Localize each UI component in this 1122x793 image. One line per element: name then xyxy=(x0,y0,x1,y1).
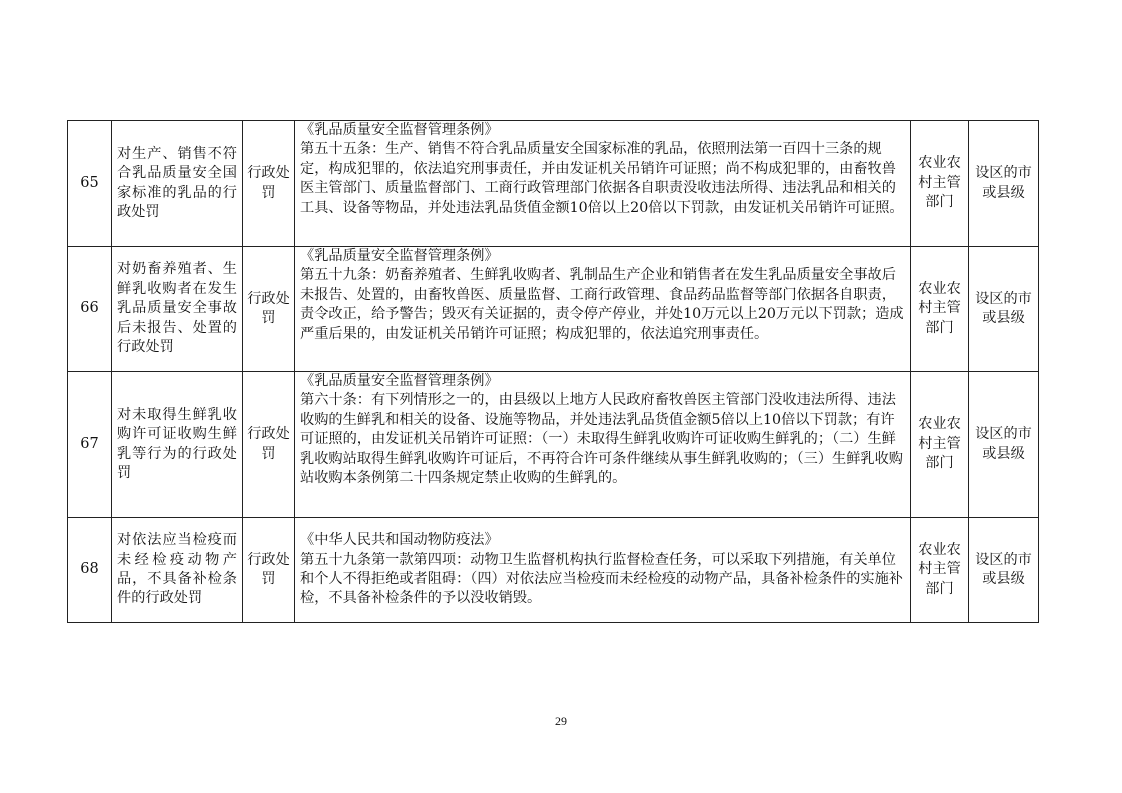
law-title: 《乳品质量安全监督管理条例》 xyxy=(300,373,499,389)
enforcement-level: 设区的市或县级 xyxy=(969,247,1039,372)
table-row-66 xyxy=(68,247,1039,372)
law-title: 《乳品质量安全监督管理条例》 xyxy=(300,122,499,138)
item-category: 行政处罚 xyxy=(243,372,295,518)
item-category: 行政处罚 xyxy=(243,247,295,372)
responsible-department: 农业农村主管部门 xyxy=(911,121,969,247)
row-number: 65 xyxy=(68,121,112,247)
row-number: 68 xyxy=(68,518,112,623)
responsible-department: 农业农村主管部门 xyxy=(911,247,969,372)
item-name: 对未取得生鲜乳收购许可证收购生鲜乳等行为的行政处罚 xyxy=(112,372,243,518)
responsible-department: 农业农村主管部门 xyxy=(911,518,969,623)
law-article: 第五十九条第一款第四项：动物卫生监督机构执行监督检查任务，可以采取下列措施，有关单位和个人不得拒绝或者阻碍：（四）对依法应当检疫而未经检疫的动物产品，具备补检条件的实施补检，不具备补检条件的予以没收销毁。 xyxy=(300,551,903,607)
item-name: 对奶畜养殖者、生鲜乳收购者在发生乳品质量安全事故后未报告、处置的行政处罚 xyxy=(112,247,243,372)
table-row-67 xyxy=(68,372,1039,518)
law-article: 第五十九条：奶畜养殖者、生鲜乳收购者、乳制品生产企业和销售者在发生乳品质量安全事故后未报告、处置的，由畜牧兽医、质量监督、工商行政管理、食品药品监督等部门依据各自职责，责令改正，给予警告；毁灭有关证据的，责令停产停业，并处10万元以上20万元以下罚款；造成严重后果的，由发证机关吊销许可证照；构成犯罪的，依法追究刑事责任。 xyxy=(300,267,904,342)
responsible-department: 农业农村主管部门 xyxy=(911,372,969,518)
legal-basis xyxy=(295,518,911,623)
enforcement-level: 设区的市或县级 xyxy=(969,518,1039,623)
item-category: 行政处罚 xyxy=(243,518,295,623)
enforcement-level: 设区的市或县级 xyxy=(969,372,1039,518)
enforcement-table xyxy=(67,120,1039,623)
table-row-68 xyxy=(68,518,1039,623)
item-name: 对生产、销售不符合乳品质量安全国家标准的乳品的行政处罚 xyxy=(112,121,243,247)
legal-basis xyxy=(295,247,911,372)
row-number: 67 xyxy=(68,372,112,518)
enforcement-level: 设区的市或县级 xyxy=(969,121,1039,247)
item-category: 行政处罚 xyxy=(243,121,295,247)
page-number: 29 xyxy=(555,714,567,728)
row-number: 66 xyxy=(68,247,112,372)
law-article: 第六十条：有下列情形之一的，由县级以上地方人民政府畜牧兽医主管部门没收违法所得、违法收购的生鲜乳和相关的设备、设施等物品，并处违法乳品货值金额5倍以上10倍以下罚款；有许可证照的，由发证机关吊销许可证照：（一）未取得生鲜乳收购许可证收购生鲜乳的；（二）生鲜乳收购站取得生鲜乳收购许可证后，不再符合许可条件继续从事生鲜乳收购的；（三）生鲜乳收购站收购本条例第二十四条规定禁止收购的生鲜乳的。 xyxy=(300,392,903,487)
law-title: 《乳品质量安全监督管理条例》 xyxy=(300,248,499,264)
table-row-65 xyxy=(68,121,1039,247)
item-name: 对依法应当检疫而未经检疫动物产品，不具备补检条件的行政处罚 xyxy=(112,518,243,623)
law-title: 《中华人民共和国动物防疫法》 xyxy=(300,532,499,549)
law-article: 第五十五条：生产、销售不符合乳品质量安全国家标准的乳品，依照刑法第一百四十三条的规定，构成犯罪的，依法追究刑事责任，并由发证机关吊销许可证照；尚不构成犯罪的，由畜牧兽医主管部门、质量监督部门、工商行政管理部门依据各自职责没收违法所得、违法乳品和相关的工具、设备等物品，并处违法乳品货值金额10倍以上20倍以下罚款，由发证机关吊销许可证照。 xyxy=(300,141,904,216)
legal-basis xyxy=(295,372,911,518)
legal-basis xyxy=(295,121,911,247)
